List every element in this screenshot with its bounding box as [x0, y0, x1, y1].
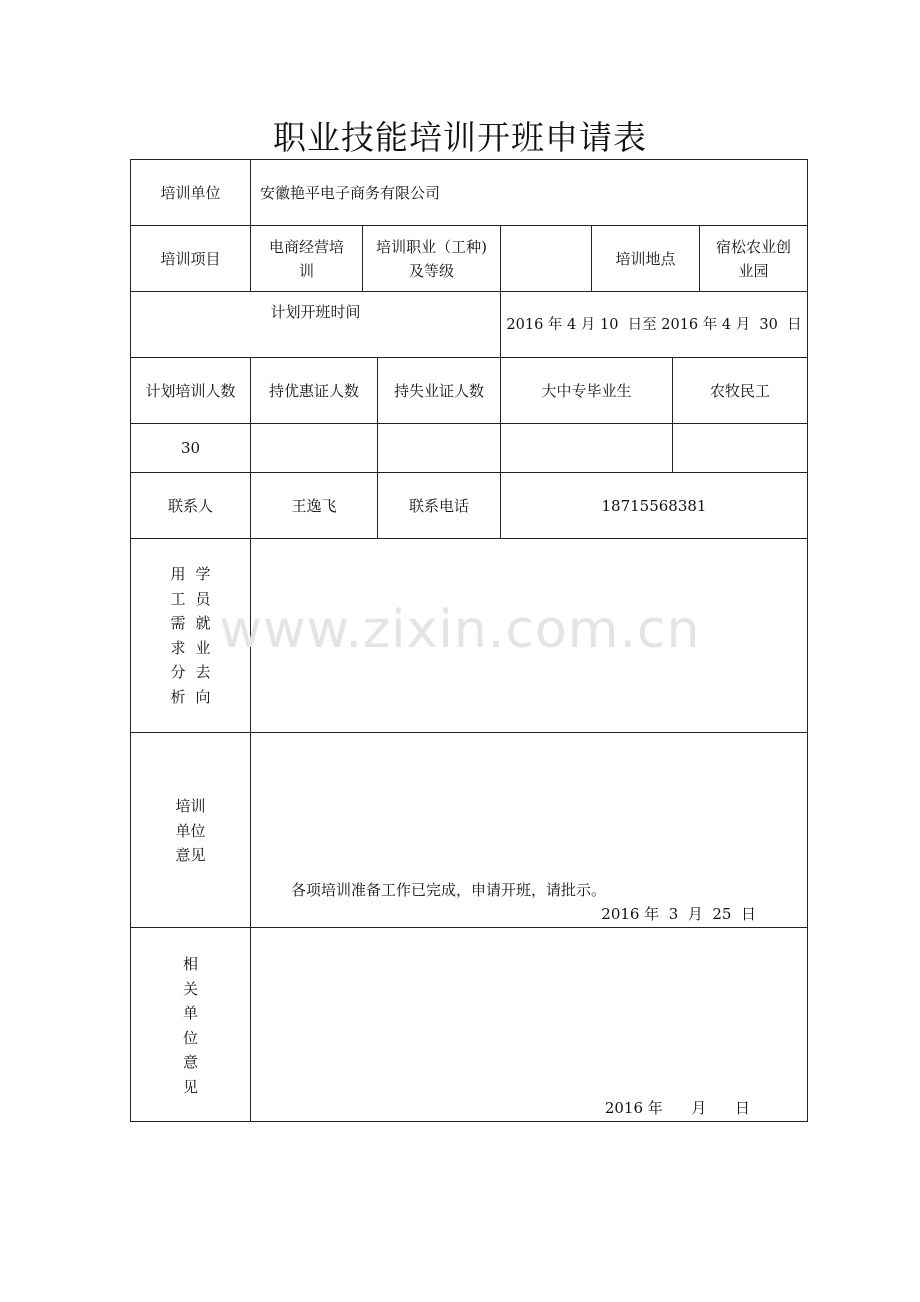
page-title: 职业技能培训开班申请表: [273, 118, 647, 157]
planned-trainees-value: 30: [180, 439, 201, 457]
graduates-value: [501, 424, 672, 472]
label-line: 意见: [175, 846, 206, 864]
occupation-label-line: 培训职业（工种): [376, 237, 487, 256]
training-unit-value: 安徽艳平电子商务有限公司: [260, 183, 441, 202]
label-line: 单位: [175, 821, 206, 840]
training-unit-opinion-date: 2016 年 3 月 25 日: [601, 905, 756, 923]
label-char: 位: [182, 1028, 198, 1047]
migrant-workers-header: 农牧民工: [709, 381, 770, 400]
employment-destination-column: [196, 562, 211, 709]
demand-analysis-content: [251, 539, 807, 732]
label-char: 关: [182, 979, 198, 998]
label-char: 见: [182, 1077, 198, 1096]
training-project-value: [251, 226, 362, 291]
occupation-label-line: 及等级: [408, 261, 454, 280]
unemployment-cert-header: 持失业证人数: [393, 381, 484, 400]
label-char: 就: [195, 614, 211, 632]
training-unit-label: 培训单位: [160, 183, 221, 202]
table-divider: [250, 159, 251, 225]
training-project-value-line: 训: [298, 261, 314, 280]
label-char: 需: [170, 614, 186, 632]
label-char: 析: [170, 687, 186, 706]
training-unit-opinion-label: [131, 794, 250, 874]
training-location-value-line: 业园: [738, 261, 769, 280]
planned-trainees-header: 计划培训人数: [145, 381, 236, 400]
unemployment-cert-value: [378, 424, 500, 472]
occupation-label: [363, 226, 500, 291]
label-char: 业: [195, 638, 211, 657]
planned-start-time-label: 计划开班时间: [270, 303, 361, 321]
table-border-right: [807, 159, 808, 1122]
label-char: 去: [195, 663, 211, 681]
training-location-value-line: 宿松农业创: [715, 237, 791, 256]
label-line: 培训: [175, 797, 206, 815]
contact-phone-label: 联系电话: [408, 496, 469, 515]
training-location-label: 培训地点: [615, 249, 676, 268]
preferential-cert-header: 持优惠证人数: [268, 381, 359, 400]
preferential-cert-value: [251, 424, 377, 472]
label-char: 意: [182, 1053, 198, 1071]
label-char: 用: [170, 565, 186, 583]
contact-phone-value: 18715568381: [601, 496, 707, 515]
training-project-label: 培训项目: [160, 249, 221, 268]
label-char: 工: [170, 589, 186, 608]
label-char: 相: [182, 955, 198, 973]
label-char: 向: [195, 687, 211, 706]
label-char: 员: [195, 589, 211, 608]
graduates-header: 大中专毕业生: [541, 381, 632, 400]
related-unit-opinion-label: [131, 952, 250, 1102]
contact-person-value: 王逸飞: [291, 496, 337, 515]
training-project-value-line: 电商经营培: [268, 237, 344, 256]
occupation-value: [501, 226, 591, 291]
planned-start-time-value: 2016 年 4 月 10 日至 2016 年 4 月 30 日: [506, 316, 802, 333]
related-unit-opinion-date: 2016 年 月 日: [604, 1099, 750, 1117]
label-char: 分: [170, 663, 186, 681]
watermark-text: www.zixin.com.cn: [219, 600, 701, 660]
demand-analysis-label: [131, 562, 250, 712]
training-location-value: [700, 226, 807, 291]
contact-person-label: 联系人: [167, 496, 213, 515]
label-char: 学: [195, 565, 211, 583]
table-divider: [130, 732, 808, 733]
training-unit-opinion-statement: 各项培训准备工作已完成，申请开班，请批示。: [291, 881, 607, 899]
label-char: 求: [170, 638, 186, 657]
demand-analysis-column: [170, 562, 185, 709]
migrant-workers-value: [673, 424, 807, 472]
label-char: 单: [182, 1004, 198, 1022]
